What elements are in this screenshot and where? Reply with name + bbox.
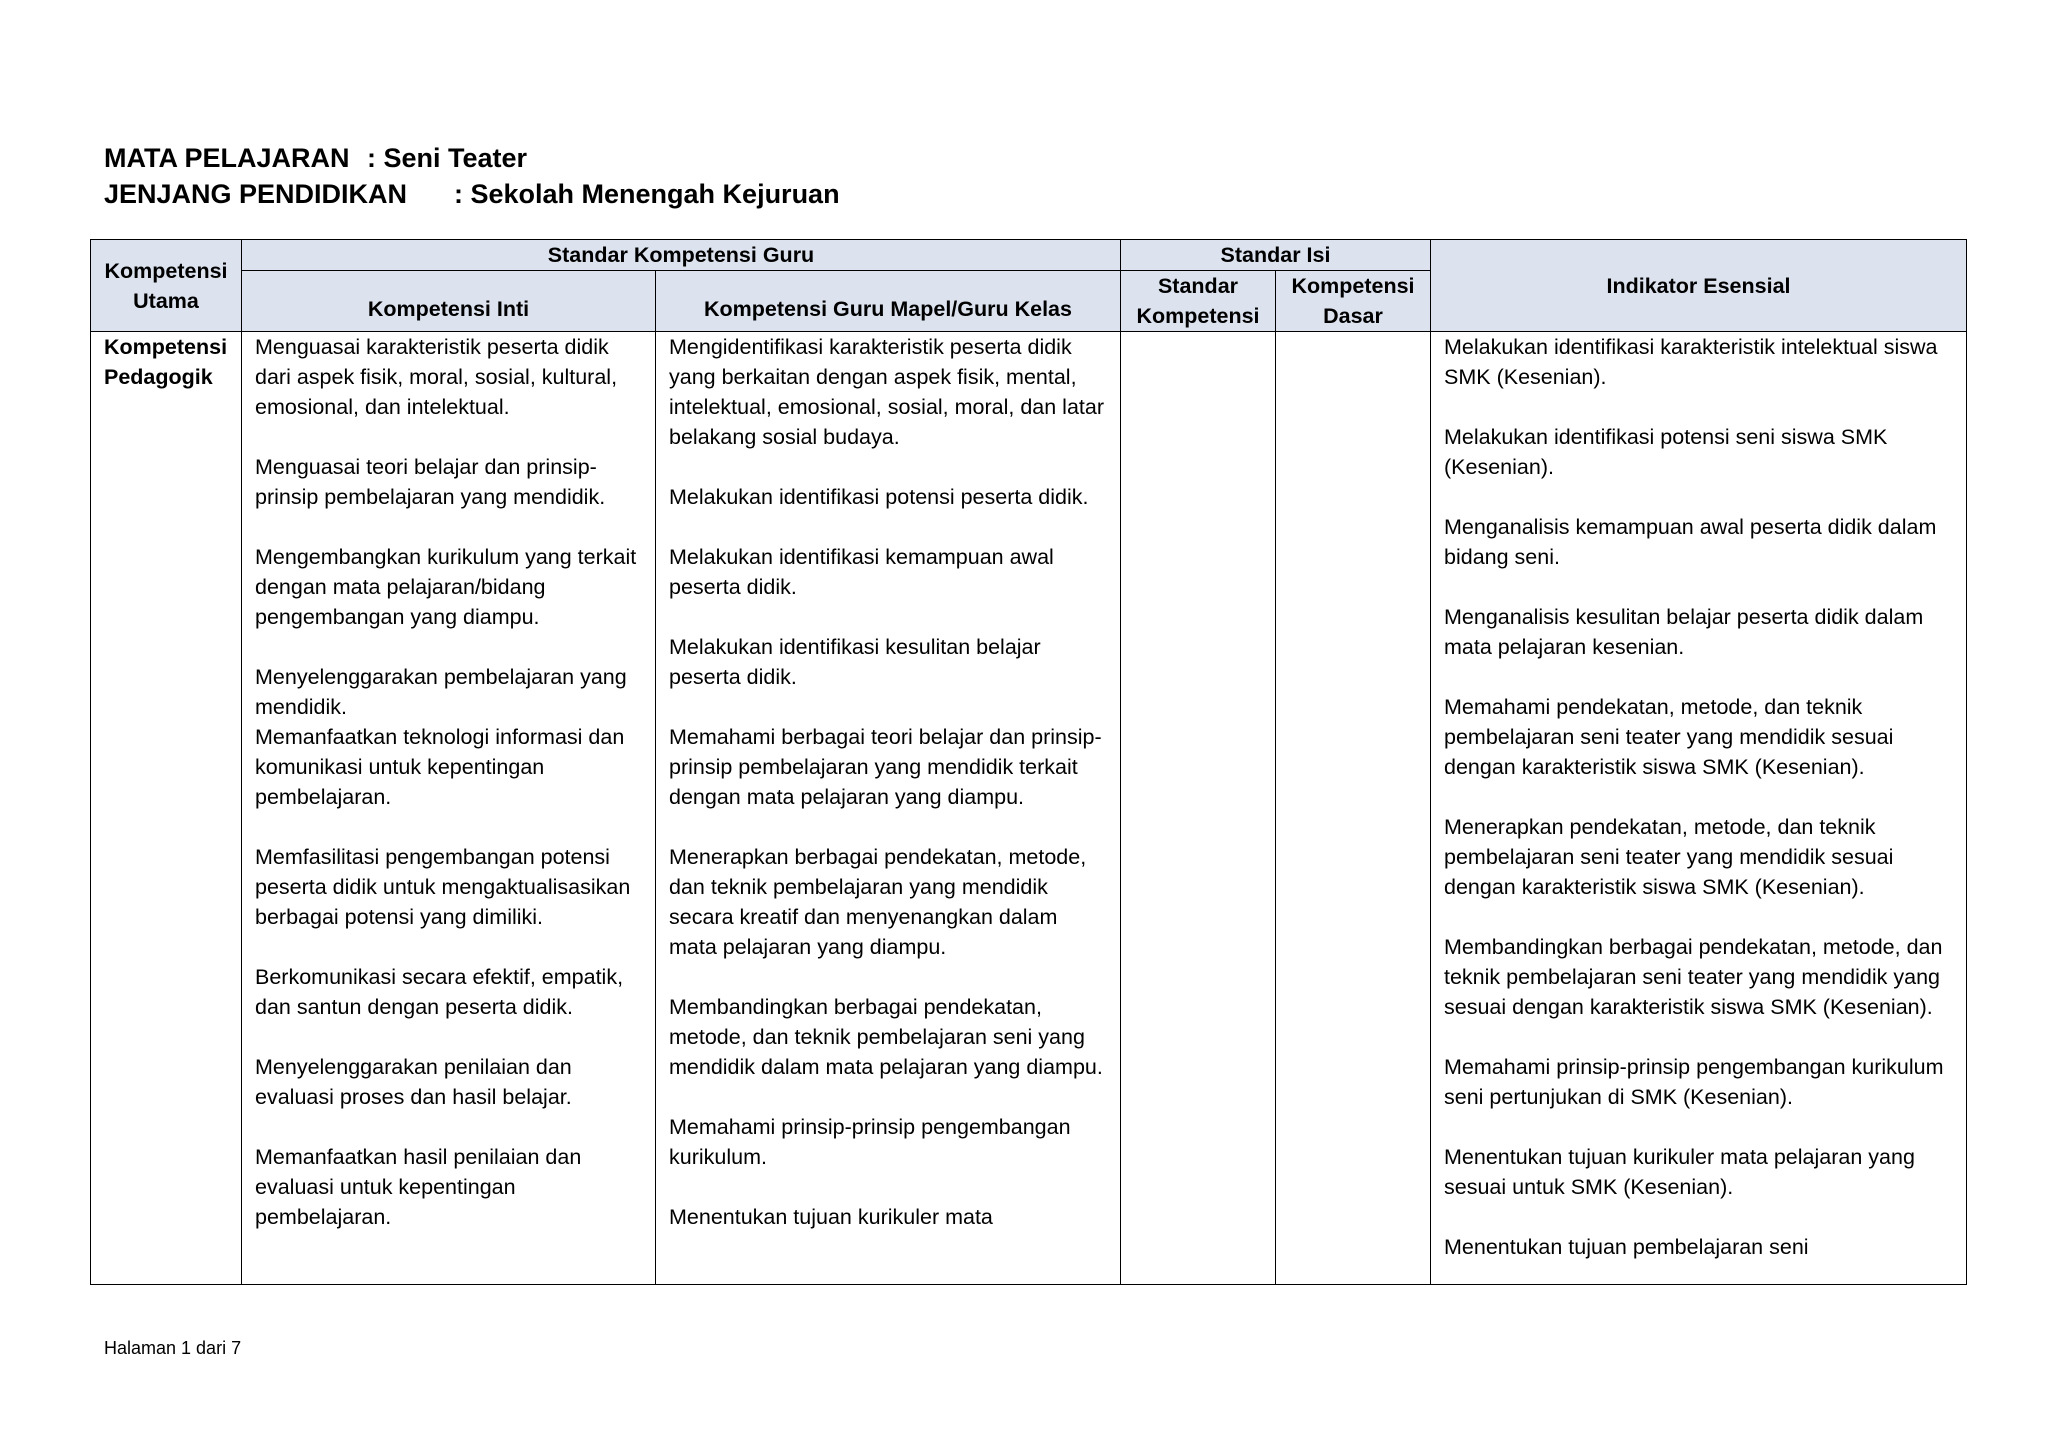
cell-kompetensi-inti	[242, 332, 656, 1285]
header-standar-isi: Standar Isi	[1121, 240, 1431, 271]
list-item: Menguasai teori belajar dan prinsip-prinsip pembelajaran yang mendidik.	[255, 455, 606, 509]
list-item: Memanfaatkan hasil penilaian dan evaluasi untuk kepentingan pembelajaran.	[255, 1145, 582, 1229]
list-item: Menentukan tujuan kurikuler mata pelajaran yang sesuai untuk SMK (Kesenian).	[1444, 1145, 1915, 1199]
list-item: Menganalisis kemampuan awal peserta didik dalam bidang seni.	[1444, 515, 1937, 569]
list-item: Menyelenggarakan pembelajaran yang mendidik.	[255, 665, 627, 719]
competency-table	[90, 239, 1967, 1285]
list-item: Melakukan identifikasi potensi seni siswa SMK (Kesenian).	[1444, 425, 1888, 479]
list-item: Memahami prinsip-prinsip pengembangan kurikulum.	[669, 1115, 1071, 1169]
cell-indikator-esensial	[1431, 332, 1967, 1285]
document-header	[104, 140, 840, 212]
header-indikator-esensial: Indikator Esensial	[1431, 240, 1967, 332]
list-item: Menentukan tujuan pembelajaran seni	[1444, 1235, 1809, 1259]
list-item: Memanfaatkan teknologi informasi dan komunikasi untuk kepentingan pembelajaran.	[255, 725, 625, 809]
list-item: Menentukan tujuan kurikuler mata	[669, 1205, 993, 1229]
level-row	[104, 176, 840, 212]
list-item: Menyelenggarakan penilaian dan evaluasi proses dan hasil belajar.	[255, 1055, 572, 1109]
header-kompetensi-inti: Kompetensi Inti	[242, 271, 656, 332]
list-item: Memfasilitasi pengembangan potensi peserta didik untuk mengaktualisasikan berbagai potensi yang dimiliki.	[255, 845, 631, 929]
level-label: JENJANG PENDIDIKAN	[104, 179, 408, 209]
header-kompetensi-dasar: Kompetensi Dasar	[1276, 271, 1431, 332]
list-item: Menganalisis kesulitan belajar peserta didik dalam mata pelajaran kesenian.	[1444, 605, 1924, 659]
list-item: Melakukan identifikasi potensi peserta didik.	[669, 485, 1089, 509]
list-item: Menerapkan pendekatan, metode, dan teknik pembelajaran seni teater yang mendidik sesuai dengan karakteristik siswa SMK (Kesenian).	[1444, 815, 1894, 899]
header-kompetensi-guru-mapel: Kompetensi Guru Mapel/Guru Kelas	[656, 271, 1121, 332]
list-item: Menerapkan berbagai pendekatan, metode, dan teknik pembelajaran yang mendidik secara kreatif dan menyenangkan dalam mata pelajaran yang diampu.	[669, 845, 1087, 959]
subject-value: : Seni Teater	[367, 143, 528, 173]
cell-kompetensi-guru-mapel	[656, 332, 1121, 1285]
table-row	[91, 332, 1967, 1285]
header-standar-kompetensi: Standar Kompetensi	[1121, 271, 1276, 332]
level-value: : Sekolah Menengah Kejuruan	[454, 179, 840, 209]
list-item: Membandingkan berbagai pendekatan, metode, dan teknik pembelajaran seni yang mendidik dalam mata pelajaran yang diampu.	[669, 995, 1103, 1079]
subject-row	[104, 140, 840, 176]
list-item: Memahami pendekatan, metode, dan teknik pembelajaran seni teater yang mendidik sesuai dengan karakteristik siswa SMK (Kesenian).	[1444, 695, 1894, 779]
cell-kompetensi-dasar	[1276, 332, 1431, 1285]
list-item: Memahami prinsip-prinsip pengembangan kurikulum seni pertunjukan di SMK (Kesenian).	[1444, 1055, 1944, 1109]
list-item: Membandingkan berbagai pendekatan, metode, dan teknik pembelajaran seni teater yang mendidik yang sesuai dengan karakteristik siswa SMK (Kesenian).	[1444, 935, 1943, 1019]
cell-standar-kompetensi	[1121, 332, 1276, 1285]
header-kompetensi-utama: Kompetensi Utama	[91, 240, 242, 332]
list-item: Mengembangkan kurikulum yang terkait dengan mata pelajaran/bidang pengembangan yang diampu.	[255, 545, 637, 629]
list-item: Berkomunikasi secara efektif, empatik, dan santun dengan peserta didik.	[255, 965, 624, 1019]
list-item: Melakukan identifikasi kesulitan belajar peserta didik.	[669, 635, 1041, 689]
cell-kompetensi-utama: Kompetensi Pedagogik	[91, 332, 242, 1285]
list-item: Memahami berbagai teori belajar dan prinsip-prinsip pembelajaran yang mendidik terkait dengan mata pelajaran yang diampu.	[669, 725, 1102, 809]
list-item: Melakukan identifikasi kemampuan awal peserta didik.	[669, 545, 1054, 599]
list-item: Mengidentifikasi karakteristik peserta didik yang berkaitan dengan aspek fisik, mental, intelektual, emosional, sosial, moral, dan latar belakang sosial budaya.	[669, 335, 1104, 449]
page-number: Halaman 1 dari 7	[104, 1338, 242, 1358]
list-item: Menguasai karakteristik peserta didik dari aspek fisik, moral, sosial, kultural, emosional, dan intelektual.	[255, 335, 618, 419]
header-standar-kompetensi-guru: Standar Kompetensi Guru	[242, 240, 1121, 271]
subject-label: MATA PELAJARAN	[104, 143, 350, 173]
list-item: Melakukan identifikasi karakteristik intelektual siswa SMK (Kesenian).	[1444, 335, 1938, 389]
